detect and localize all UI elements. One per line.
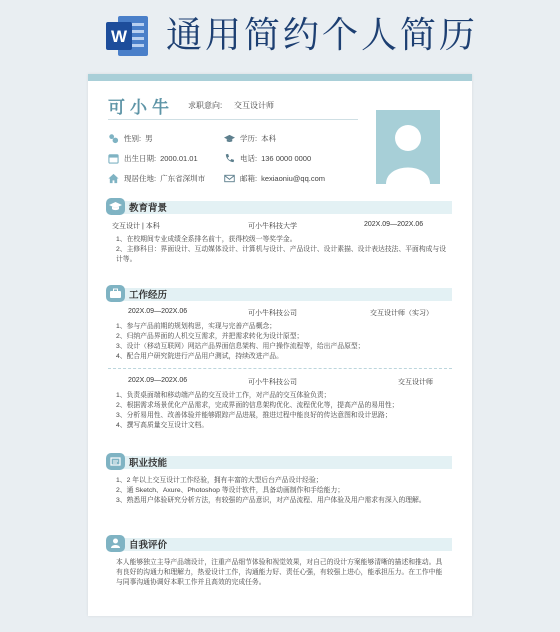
section-header xyxy=(108,286,452,302)
avatar-placeholder-icon xyxy=(376,110,440,184)
list-item: 3、分析易用性、改善体验并能够跟踪产品进展，推进过程中能良好的传达意图和设计思路； xyxy=(116,412,392,419)
list-item: 2、主修科目：界面设计、互动媒体设计、计算机与设计、产品设计、设计素描、设计表达技法、平面构成与设计等。 xyxy=(116,246,447,263)
work-company: 可小牛科技公司 xyxy=(248,379,297,386)
gender-icon xyxy=(108,133,119,144)
education-entry xyxy=(108,219,452,231)
list-item: 4、配合用户研究院进行产品用户测试，持续改进产品。 xyxy=(116,353,283,360)
section-title: 自我评价 xyxy=(129,540,168,551)
phone-label: 电话: xyxy=(240,153,258,163)
banner xyxy=(0,0,560,72)
section-work xyxy=(108,286,452,431)
list-item: 3、熟悉用户体验研究分析方法，有较强的产品意识，对产品流程、用户体验及用户需求有深入的理解。 xyxy=(116,497,426,504)
info-birth xyxy=(108,152,198,164)
skills-list xyxy=(108,476,452,506)
gender-value: 男 xyxy=(145,133,153,143)
address-value: 广东省深圳市 xyxy=(160,173,206,183)
work-company: 可小牛科技公司 xyxy=(248,310,297,317)
section-badge xyxy=(106,453,125,470)
job-intent-value: 交互设计师 xyxy=(234,101,274,110)
section-self-evaluation xyxy=(108,536,452,588)
dashed-divider xyxy=(108,368,452,369)
page-top-bar xyxy=(88,74,472,81)
section-badge xyxy=(106,198,125,215)
calendar-icon xyxy=(108,153,119,164)
person-icon xyxy=(106,535,125,552)
education-value: 本科 xyxy=(261,133,277,143)
section-header xyxy=(108,536,452,552)
work-role: 交互设计师（实习） xyxy=(370,310,433,317)
info-phone xyxy=(224,152,311,164)
section-title: 职业技能 xyxy=(129,458,168,469)
work-entry-1 xyxy=(108,306,452,318)
mail-icon xyxy=(224,173,235,184)
briefcase-icon xyxy=(106,285,125,302)
info-gender xyxy=(108,132,153,144)
section-badge xyxy=(106,535,125,552)
self-evaluation-text: 本人能够独立主导产品端设计，注重产品细节体验和视觉效果，对自己的设计方案能够清晰的描述和推动。具有良好的沟通力和理解力，热爱设计工作，沟通能力好、责任心强，有较强上进心，能承担压力。在工作中能与同事沟通协调好本职工作并且高效的完成任务。 xyxy=(116,559,443,586)
phone-value: 136 0000 0000 xyxy=(261,153,312,163)
word-icon-letter: W xyxy=(110,27,128,46)
list-item: 1、2 年以上交互设计工作经验，拥有丰富的大型后台产品设计经验； xyxy=(116,477,323,484)
work-period: 202X.09—202X.06 xyxy=(128,308,188,315)
home-icon xyxy=(108,173,119,184)
email-value[interactable]: kexiaoniu@qq.com xyxy=(261,173,325,183)
section-title: 教育背景 xyxy=(129,203,168,214)
info-education xyxy=(224,132,276,144)
work-list-1 xyxy=(108,322,452,362)
education-period: 202X.09—202X.06 xyxy=(364,221,424,228)
info-address xyxy=(108,172,205,184)
list-item: 1、参与产品前期的规划构思，实现与完善产品概念； xyxy=(116,323,277,330)
graduation-cap-icon xyxy=(106,198,125,215)
list-item: 2、归纳产品界面的人机交互需求，并把需求转化为设计原型； xyxy=(116,333,304,340)
banner-title: 通用简约个人简历 xyxy=(166,15,479,56)
name-divider xyxy=(108,119,358,120)
word-icon xyxy=(104,12,152,60)
avatar[interactable] xyxy=(376,110,440,184)
list-item: 4、撰写高质量交互设计文档。 xyxy=(116,422,209,429)
candidate-name: 可小牛 xyxy=(108,98,174,117)
list-item: 2、根据需求场景优化产品需求，完成界面的信息架构优化、流程优化等，提高产品的易用性； xyxy=(116,402,399,409)
work-role: 交互设计师 xyxy=(398,379,433,386)
list-item: 1、在校期间专业成绩全系排名前十，获得校级一等奖学金。 xyxy=(116,236,297,243)
address-label: 现居住地: xyxy=(124,173,157,183)
birth-label: 出生日期: xyxy=(124,153,157,163)
list-item: 3、设计（移动互联网）网站产品界面信息架构、用户操作流程等，给出产品原型； xyxy=(116,343,365,350)
section-skills xyxy=(108,454,452,506)
birth-value: 2000.01.01 xyxy=(160,153,198,163)
section-header xyxy=(108,454,452,470)
work-entry-2 xyxy=(108,375,452,387)
list-item: 2、通 Sketch、Axure、Photoshop 等设计软件，具备动画制作和手绘能力； xyxy=(116,487,345,494)
job-intent-label: 求职意向: xyxy=(188,101,223,110)
info-email[interactable] xyxy=(224,172,325,184)
pen-ruler-icon xyxy=(106,453,125,470)
education-label: 学历: xyxy=(240,133,258,143)
graduation-cap-icon xyxy=(224,133,235,144)
work-list-2 xyxy=(108,391,452,431)
section-title: 工作经历 xyxy=(129,290,168,301)
gender-label: 性别: xyxy=(124,133,142,143)
section-education xyxy=(108,199,452,265)
education-list xyxy=(108,235,452,265)
email-label: 邮箱: xyxy=(240,173,258,183)
resume-page xyxy=(88,74,472,616)
section-badge xyxy=(106,285,125,302)
education-major: 交互设计 | 本科 xyxy=(112,223,160,230)
work-period: 202X.09—202X.06 xyxy=(128,377,188,384)
phone-icon xyxy=(224,153,235,164)
list-item: 1、负责桌面端和移动端产品的交互设计工作，对产品的交互体验负责； xyxy=(116,392,331,399)
section-header xyxy=(108,199,452,215)
education-school: 可小牛科技大学 xyxy=(248,223,297,230)
